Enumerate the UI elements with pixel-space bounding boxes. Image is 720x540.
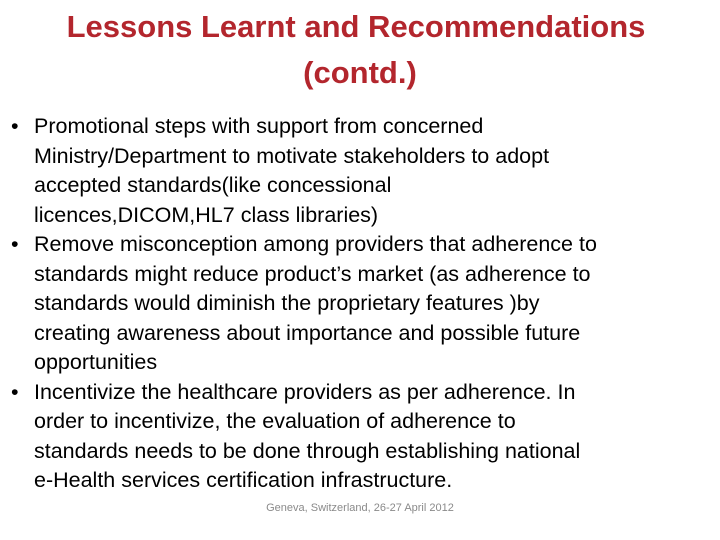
bullet-2-line-3: standards would diminish the proprietary features )by (34, 291, 540, 315)
bullet-1-line-3: accepted standards(like concessional (34, 173, 392, 197)
bullet-1-line-1: Promotional steps with support from concerned (34, 114, 484, 138)
bullet-3-line-3: standards needs to be done through establishing national (34, 438, 581, 463)
bullet-item-1 (0, 112, 720, 230)
bullet-icon: • (11, 379, 19, 404)
bullet-list (0, 112, 720, 496)
bullet-item-3 (0, 378, 720, 496)
bullet-1-line-4: licences,DICOM,HL7 class libraries) (34, 202, 379, 227)
bullet-icon: • (11, 114, 19, 138)
bullet-2-line-2: standards might reduce product’s market (as adherence to (34, 261, 591, 286)
bullet-item-2 (0, 230, 720, 378)
slide-footer: Geneva, Switzerland, 26-27 April 2012 (266, 502, 454, 514)
slide-title-line-1: Lessons Learnt and Recommendations (66, 9, 646, 44)
bullet-3-line-2: order to incentivize, the evaluation of adherence to (34, 409, 516, 433)
bullet-icon: • (11, 232, 19, 256)
bullet-3-line-1: Incentivize the healthcare providers as per adherence. In (34, 379, 576, 404)
bullet-2-line-5: opportunities (34, 350, 158, 374)
slide-title (0, 4, 720, 96)
bullet-1-line-2: Ministry/Department to motivate stakeholders to adopt (34, 143, 550, 168)
slide-title-line-2: (contd.) (303, 55, 417, 90)
bullet-2-line-1: Remove misconception among providers that adherence to (34, 232, 597, 256)
bullet-2-line-4: creating awareness about importance and possible future (34, 320, 581, 345)
bullet-3-line-4: e-Health services certification infrastructure. (34, 468, 453, 492)
